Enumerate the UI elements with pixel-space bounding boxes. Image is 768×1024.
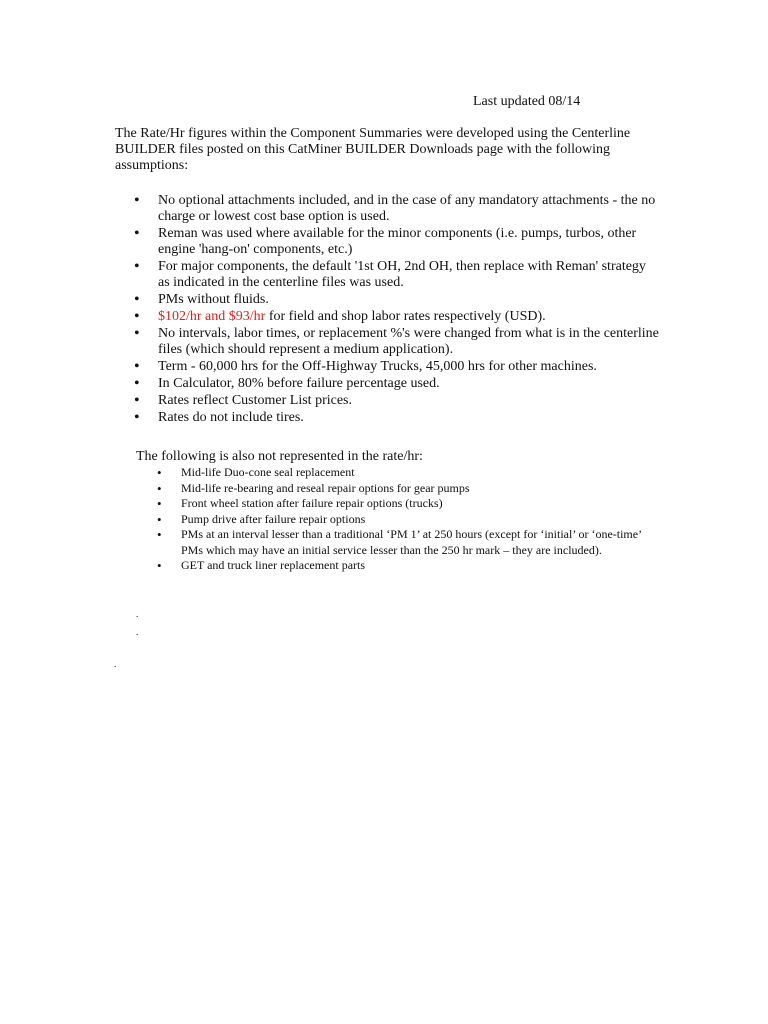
not-represented-item: • PMs at an interval lesser than a traditional ‘PM 1’ at 250 hours (except for ‘initial’ or ‘one-time’ PMs which may have an initial service lesser than the 250 hr mark – they are included).: [136, 527, 661, 558]
assumption-item: • Reman was used where available for the minor components (i.e. pumps, turbos, other engine 'hang-on' components, etc.): [115, 226, 660, 258]
labor-rate-text: for field and shop labor rates respectively (USD).: [265, 309, 546, 324]
assumption-item: • For major components, the default '1st OH, 2nd OH, then replace with Reman' strategy as indicated in the centerline files was used.: [115, 259, 660, 291]
assumptions-list: [115, 193, 660, 427]
intro-paragraph: The Rate/Hr figures within the Component Summaries were developed using the Centerline BUILDER files posted on this CatMiner BUILDER Downloads page with the following assumptions:: [115, 126, 631, 173]
stray-mark: .: [136, 609, 139, 619]
not-represented-list: [136, 465, 661, 574]
not-represented-heading: The following is also not represented in the rate/hr:: [136, 449, 423, 464]
labor-rate-highlight: $102/hr and $93/hr: [158, 309, 266, 324]
assumption-item: • Rates reflect Customer List prices.: [115, 393, 660, 409]
assumption-item: • Term - 60,000 hrs for the Off-Highway Trucks, 45,000 hrs for other machines.: [115, 359, 660, 375]
not-represented-item: • Mid-life re-bearing and reseal repair options for gear pumps: [136, 481, 661, 497]
assumption-item: • PMs without fluids.: [115, 292, 660, 308]
stray-mark: .: [114, 659, 117, 669]
assumption-item: • In Calculator, 80% before failure percentage used.: [115, 376, 660, 392]
not-represented-item: • Pump drive after failure repair options: [136, 512, 661, 528]
not-represented-item: • Mid-life Duo-cone seal replacement: [136, 465, 661, 481]
last-updated-date: Last updated 08/14: [473, 94, 581, 109]
not-represented-item: • GET and truck liner replacement parts: [136, 558, 661, 574]
assumption-item: • No optional attachments included, and in the case of any mandatory attachments - the no charge or lowest cost base option is used.: [115, 193, 660, 225]
stray-mark: .: [136, 627, 139, 637]
not-represented-item: • Front wheel station after failure repair options (trucks): [136, 496, 661, 512]
assumption-item-labor-rates: [115, 309, 660, 325]
assumption-item: • No intervals, labor times, or replacement %'s were changed from what is in the centerline files (which should represent a medium application).: [115, 326, 660, 358]
assumption-item: • Rates do not include tires.: [115, 410, 660, 426]
